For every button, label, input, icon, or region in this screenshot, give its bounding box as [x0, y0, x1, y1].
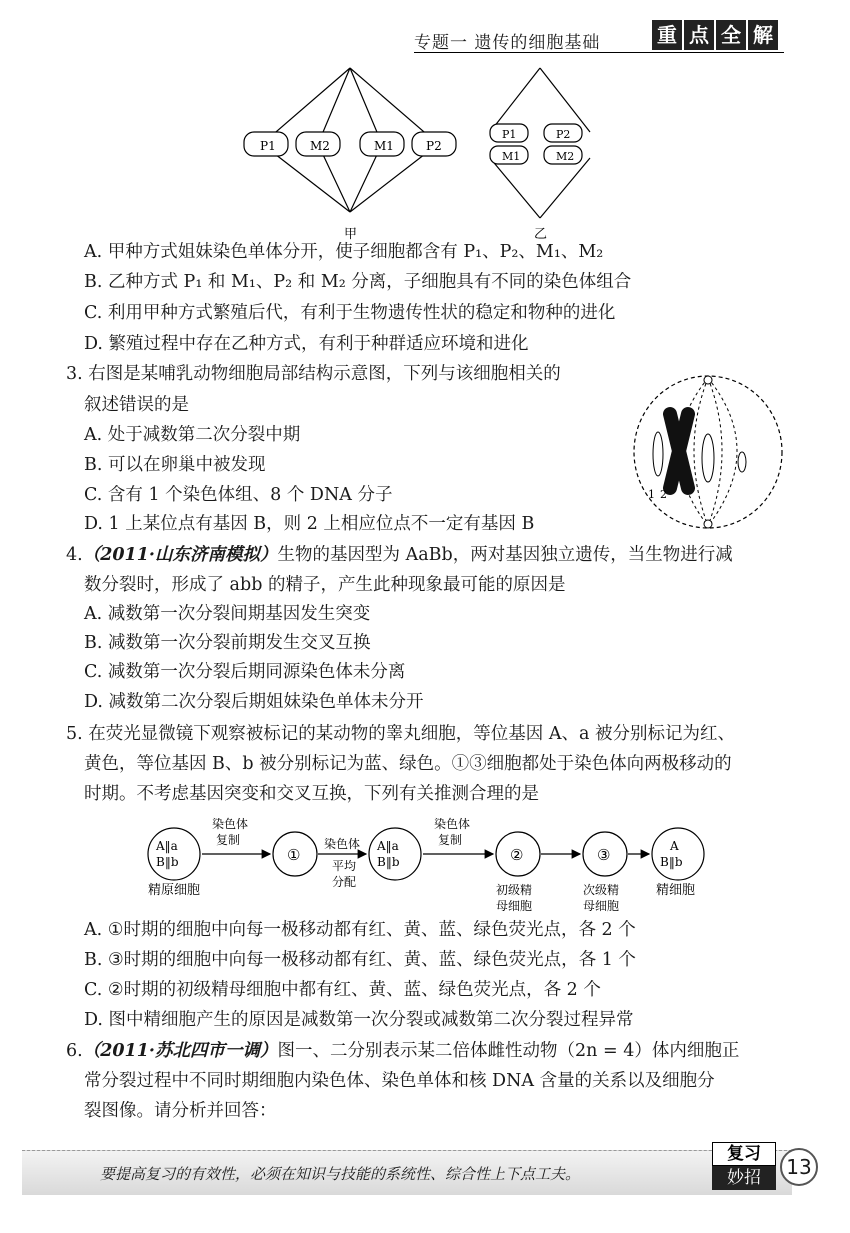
spindle-a — [244, 68, 456, 212]
q2-option-c: C. 利用甲种方式繁殖后代，有利于生物遗传性状的稳定和物种的进化 — [84, 303, 616, 323]
q6-stem — [66, 1039, 739, 1063]
cell4-gene-top: A — [670, 839, 679, 853]
q3-stem: 3. 右图是某哺乳动物细胞局部结构示意图，下列与该细胞相关的 — [66, 364, 561, 384]
arrow1-bot: 复制 — [216, 833, 241, 847]
node-1: ① — [287, 846, 301, 864]
arrow2-top: 染色体 — [324, 837, 361, 851]
page-number: 13 — [780, 1148, 818, 1186]
header-topic: 专题一 遗传的细胞基础 — [414, 33, 601, 53]
q2-option-b: B. 乙种方式 P₁ 和 M₁、P₂ 和 M₂ 分离，子细胞具有不同的染色体组合 — [84, 272, 632, 292]
q6-num: 6. — [66, 1041, 83, 1061]
q4-option-b: B. 减数第一次分裂前期发生交叉互换 — [84, 633, 371, 653]
fig-label-1: 1 — [648, 488, 655, 501]
q5-stem-cont2: 时期。不考虑基因突变和交叉互换，下列有关推测合理的是 — [84, 784, 539, 804]
q4-stem — [66, 543, 733, 567]
node-2: ② — [510, 846, 524, 864]
q3-option-c: C. 含有 1 个染色体组、8 个 DNA 分子 — [84, 485, 393, 505]
arrow2-bot2: 分配 — [332, 875, 357, 889]
q4-option-c: C. 减数第一次分裂后期同源染色体未分离 — [84, 662, 406, 682]
badge-char: 全 — [716, 20, 746, 50]
q6-source: （2011·苏北四市一调） — [82, 1041, 278, 1061]
review-tips-badge — [712, 1142, 776, 1192]
label-b-p1: P1 — [502, 128, 517, 141]
q4-stem-cont: 数分裂时，形成了 abb 的精子，产生此种现象最可能的原因是 — [84, 575, 566, 595]
badge-char: 重 — [652, 20, 682, 50]
q4-option-d: D. 减数第二次分裂后期姐妹染色单体未分开 — [84, 692, 424, 712]
label-b-p2: P2 — [556, 128, 571, 141]
node-3: ③ — [597, 846, 611, 864]
q4-stem-rest: 生物的基因型为 AaBb，两对基因独立遗传，当生物进行减 — [277, 545, 733, 565]
q3-option-d: D. 1 上某位点有基因 B，则 2 上相应位点不一定有基因 B — [84, 514, 535, 534]
q2-option-a: A. 甲种方式姐妹染色单体分开，使子细胞都含有 P₁、P₂、M₁、M₂ — [84, 242, 604, 262]
cell2-gene-bot: B‖b — [377, 855, 400, 869]
cell-diagram — [630, 370, 790, 535]
chromosome-x — [670, 414, 688, 488]
header-rule — [414, 52, 784, 53]
node2-caption2: 母细胞 — [496, 899, 533, 913]
q3-option-b: B. 可以在卵巢中被发现 — [84, 455, 266, 475]
arrow3-bot: 复制 — [438, 833, 463, 847]
spindle-figure — [240, 62, 620, 242]
q6-stem-cont1: 常分裂过程中不同时期细胞内染色体、染色单体和核 DNA 含量的关系以及细胞分 — [84, 1071, 715, 1091]
q2-option-d: D. 繁殖过程中存在乙种方式，有利于种群适应环境和进化 — [84, 334, 529, 354]
review-top: 复习 — [712, 1142, 776, 1166]
review-bot: 妙招 — [712, 1166, 776, 1190]
cell4-caption: 精细胞 — [656, 883, 696, 898]
q5-option-b: B. ③时期的细胞中向每一极移动都有红、黄、蓝、绿色荧光点，各 1 个 — [84, 950, 636, 970]
fig-label-2: 2 — [660, 488, 667, 501]
arrow2-bot1: 平均 — [332, 859, 357, 873]
label-m2: M2 — [310, 139, 330, 153]
node3-caption2: 母细胞 — [583, 899, 620, 913]
q4-num: 4. — [66, 545, 83, 565]
badge-char: 解 — [748, 20, 778, 50]
q5-option-d: D. 图中精细胞产生的原因是减数第一次分裂或减数第二次分裂过程异常 — [84, 1010, 634, 1030]
q4-option-a: A. 减数第一次分裂间期基因发生突变 — [84, 604, 371, 624]
meiosis-flow-diagram — [140, 812, 710, 922]
q5-stem: 5. 在荧光显微镜下观察被标记的某动物的睾丸细胞，等位基因 A、a 被分别标记为红、 — [66, 724, 735, 744]
label-m1: M1 — [374, 139, 394, 153]
badge-char: 点 — [684, 20, 714, 50]
cell1-gene-top: A‖a — [156, 839, 178, 853]
q5-option-c: C. ②时期的初级精母细胞中都有红、黄、蓝、绿色荧光点，各 2 个 — [84, 980, 601, 1000]
label-p2: P2 — [426, 139, 442, 153]
q3-option-a: A. 处于减数第二次分裂中期 — [84, 425, 301, 445]
node2-caption1: 初级精 — [496, 883, 533, 897]
footer-tip: 要提高复习的有效性，必须在知识与技能的系统性、综合性上下点工夫。 — [100, 1165, 581, 1183]
q4-source: （2011·山东济南模拟） — [82, 545, 278, 565]
q6-stem-rest: 图一、二分别表示某二倍体雌性动物（2n = 4）体内细胞正 — [277, 1041, 740, 1061]
caption-jia: 甲 — [344, 227, 358, 242]
cell4-gene-bot: B‖b — [660, 855, 683, 869]
header-badge — [650, 20, 778, 50]
node3-caption1: 次级精 — [583, 883, 620, 897]
arrow3-top: 染色体 — [434, 817, 471, 831]
q5-option-a: A. ①时期的细胞中向每一极移动都有红、黄、蓝、绿色荧光点，各 2 个 — [84, 920, 636, 940]
caption-yi: 乙 — [534, 227, 548, 242]
page-header — [414, 18, 814, 54]
label-b-m1: M1 — [502, 150, 521, 163]
arrow1-top: 染色体 — [212, 817, 249, 831]
q5-stem-cont1: 黄色，等位基因 B、b 被分别标记为蓝、绿色。①③细胞都处于染色体向两极移动的 — [84, 754, 732, 774]
q3-stem-cont: 叙述错误的是 — [84, 395, 189, 415]
cell2-gene-top: A‖a — [377, 839, 399, 853]
q6-stem-cont2: 裂图像。请分析并回答： — [84, 1101, 277, 1121]
cell1-caption: 精原细胞 — [148, 883, 201, 898]
label-b-m2: M2 — [556, 150, 575, 163]
cell1-gene-bot: B‖b — [156, 855, 179, 869]
spindle-b — [490, 68, 590, 218]
label-p1: P1 — [260, 139, 276, 153]
